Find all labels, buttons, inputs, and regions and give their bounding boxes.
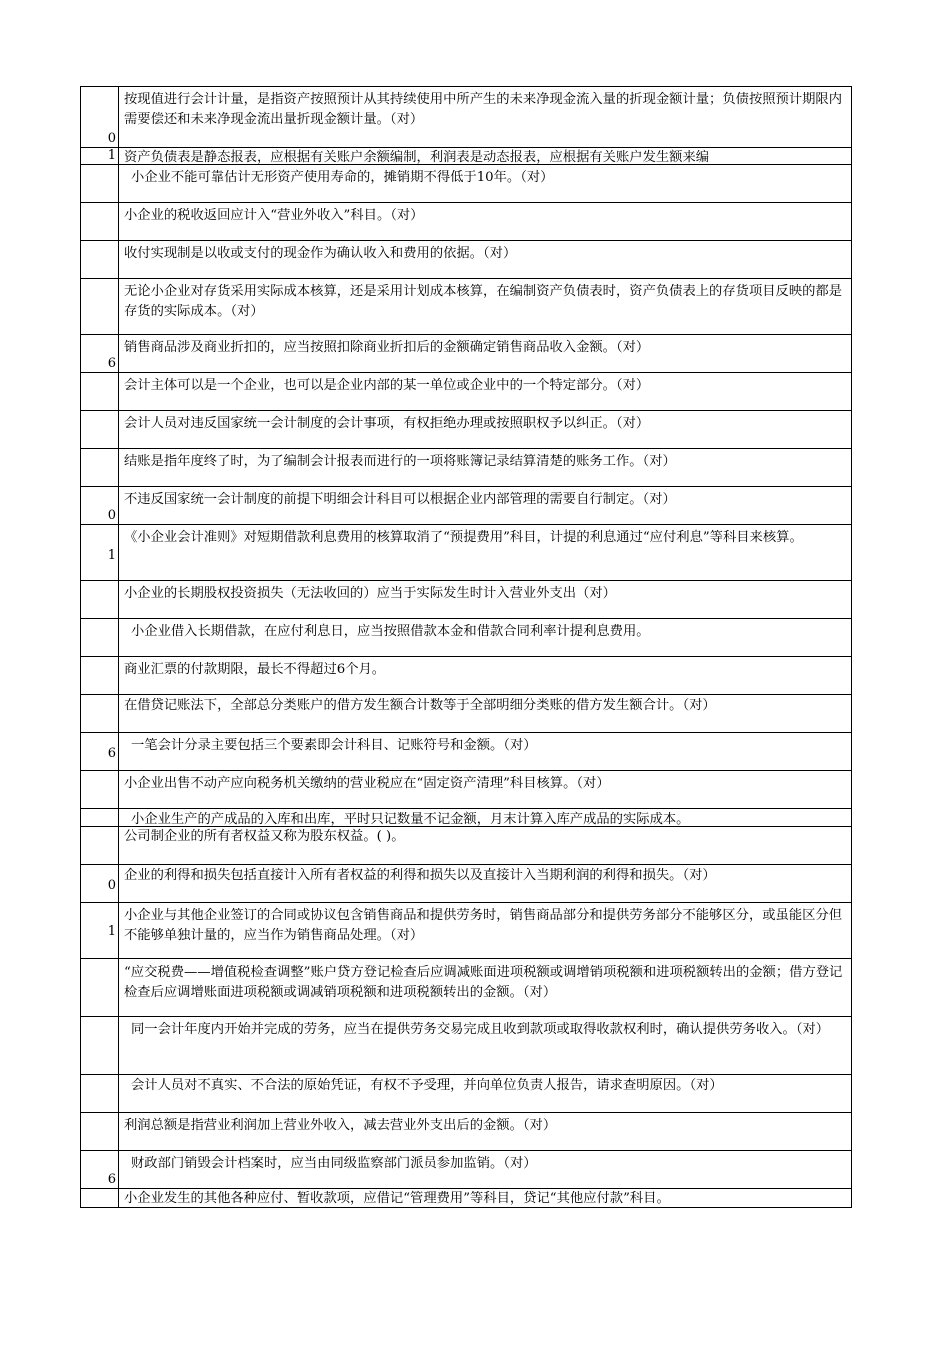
table-row (81, 524, 851, 581)
row-number-cell (81, 903, 119, 959)
question-text: 收付实现制是以收或支付的现金作为确认收入和费用的依据。（对） (124, 246, 517, 261)
row-number: 6 (107, 746, 116, 761)
table-row (81, 732, 851, 771)
row-number-cell (81, 581, 119, 619)
table-row (81, 278, 851, 335)
table-row (81, 580, 851, 619)
table-row (81, 1112, 851, 1151)
row-number-cell (81, 525, 119, 581)
row-number: 0 (107, 878, 116, 893)
question-text: 小企业生产的产成品的入库和出库，平时只记数量不记金额，月末计算入库产成品的实际成本。 (131, 812, 690, 827)
row-number-cell (81, 1189, 119, 1207)
question-text: 小企业发生的其他各种应付、暂收款项，应借记“管理费用”等科目，贷记“其他应付款”科目。 (124, 1191, 670, 1206)
row-number-cell (81, 449, 119, 487)
question-text: 小企业借入长期借款，在应付利息日，应当按照借款本金和借款合同利率计提利息费用。 (131, 624, 650, 639)
row-number-cell (81, 87, 119, 148)
table-row (81, 694, 851, 733)
row-number-cell (81, 373, 119, 411)
question-text: 小企业与其他企业签订的合同或协议包含销售商品和提供劳务时，销售商品部分和提供劳务部分不能够区分，或虽能区分但不能够单独计量的，应当作为销售商品处理。（对） (124, 908, 843, 943)
row-number-cell (81, 411, 119, 449)
table-row (81, 410, 851, 449)
row-number-cell (81, 827, 119, 865)
row-number: 6 (107, 356, 116, 371)
question-text: 一笔会计分录主要包括三个要素即会计科目、记账符号和金额。（对） (131, 738, 537, 753)
question-text: 不违反国家统一会计制度的前提下明细会计科目可以根据企业内部管理的需要自行制定。（对） (124, 492, 676, 507)
row-number: 1 (107, 148, 116, 163)
row-number-cell (81, 241, 119, 279)
table-row (81, 86, 851, 148)
row-number-cell (81, 203, 119, 241)
row-number-cell (81, 1075, 119, 1113)
question-text: “应交税费——增值税检查调整”账户贷方登记检查后应调减账面进项税额或调增销项税额和进项税额转出的金额；借方登记检查后应调增账面进项税额或调减销项税额和进项税额转出的金额。（对） (124, 965, 843, 1000)
question-text: 商业汇票的付款期限，最长不得超过6个月。 (124, 662, 386, 677)
table-row (81, 808, 851, 827)
table-row (81, 902, 851, 959)
question-text: 小企业的长期股权投资损失（无法收回的）应当于实际发生时计入营业外支出（对） (124, 586, 616, 601)
row-number: 6 (107, 1172, 116, 1187)
table-row (81, 334, 851, 373)
row-number-cell (81, 695, 119, 733)
table-row (81, 147, 851, 165)
table-row (81, 240, 851, 279)
question-text: 在借贷记账法下，全部总分类账户的借方发生额合计数等于全部明细分类账的借方发生额合计。（对） (124, 698, 716, 713)
table-row (81, 1074, 851, 1113)
table-row (81, 1150, 851, 1189)
row-number-cell (81, 959, 119, 1017)
row-number-cell (81, 733, 119, 771)
question-text: 结账是指年度终了时，为了编制会计报表而进行的一项将账簿记录结算清楚的账务工作。（对） (124, 454, 676, 469)
table-row (81, 864, 851, 903)
table-row (81, 1016, 851, 1075)
row-number-cell (81, 657, 119, 695)
question-text: 企业的利得和损失包括直接计入所有者权益的利得和损失以及直接计入当期利润的利得和损失。（对） (124, 868, 716, 883)
row-number-cell (81, 487, 119, 525)
row-number-cell (81, 1113, 119, 1151)
question-table (80, 86, 852, 1208)
question-text: 财政部门销毁会计档案时，应当由同级监察部门派员参加监销。（对） (131, 1156, 537, 1171)
question-text: 小企业出售不动产应向税务机关缴纳的营业税应在“固定资产清理”科目核算。（对） (124, 776, 610, 791)
row-number-cell (81, 809, 119, 827)
row-number-cell (81, 1151, 119, 1189)
row-number-cell (81, 279, 119, 335)
row-number: 0 (107, 508, 116, 523)
question-text: 资产负债表是静态报表，应根据有关账户余额编制，利润表是动态报表，应根据有关账户发生额来编 (124, 150, 710, 165)
table-row (81, 448, 851, 487)
row-number-cell (81, 865, 119, 903)
row-number-cell (81, 771, 119, 809)
table-row (81, 826, 851, 865)
row-number-cell (81, 1017, 119, 1075)
question-text: 会计人员对违反国家统一会计制度的会计事项，有权拒绝办理或按照职权予以纠正。（对） (124, 416, 650, 431)
row-number-cell (81, 619, 119, 657)
question-text: 会计人员对不真实、不合法的原始凭证，有权不予受理，并向单位负责人报告，请求查明原因。（对） (131, 1078, 723, 1093)
table-row (81, 958, 851, 1017)
table-row (81, 618, 851, 657)
table-row (81, 486, 851, 525)
row-number-cell (81, 165, 119, 203)
row-number-cell (81, 148, 119, 165)
table-row (81, 164, 851, 203)
table-row (81, 770, 851, 809)
question-text: 小企业不能可靠估计无形资产使用寿命的，摊销期不得低于10年。（对） (131, 170, 554, 185)
question-text: 利润总额是指营业利润加上营业外收入，减去营业外支出后的金额。（对） (124, 1118, 557, 1133)
table-row (81, 1188, 851, 1208)
row-number: 0 (107, 131, 116, 146)
table-row (81, 372, 851, 411)
table-row (81, 656, 851, 695)
question-text: 公司制企业的所有者权益又称为股东权益。( )。 (124, 829, 405, 844)
question-text: 销售商品涉及商业折扣的，应当按照扣除商业折扣后的金额确定销售商品收入金额。（对） (124, 340, 650, 355)
row-number: 1 (107, 548, 116, 563)
question-text: 小企业的税收返回应计入“营业外收入”科目。（对） (124, 208, 424, 223)
row-number: 1 (107, 924, 116, 939)
table-row (81, 202, 851, 241)
question-text: 《小企业会计准则》对短期借款利息费用的核算取消了“预提费用”科目，计提的利息通过“应付利息”等科目来核算。 (124, 530, 803, 545)
question-text: 同一会计年度内开始并完成的劳务，应当在提供劳务交易完成且收到款项或取得收款权利时，确认提供劳务收入。（对） (131, 1022, 830, 1037)
question-text: 按现值进行会计计量，是指资产按照预计从其持续使用中所产生的未来净现金流入量的折现金额计量；负债按照预计期限内需要偿还和未来净现金流出量折现金额计量。（对） (124, 92, 843, 127)
row-number-cell (81, 335, 119, 373)
question-text: 无论小企业对存货采用实际成本核算，还是采用计划成本核算，在编制资产负债表时，资产负债表上的存货项目反映的都是存货的实际成本。（对） (124, 284, 843, 319)
question-text: 会计主体可以是一个企业，也可以是企业内部的某一单位或企业中的一个特定部分。（对） (124, 378, 650, 393)
